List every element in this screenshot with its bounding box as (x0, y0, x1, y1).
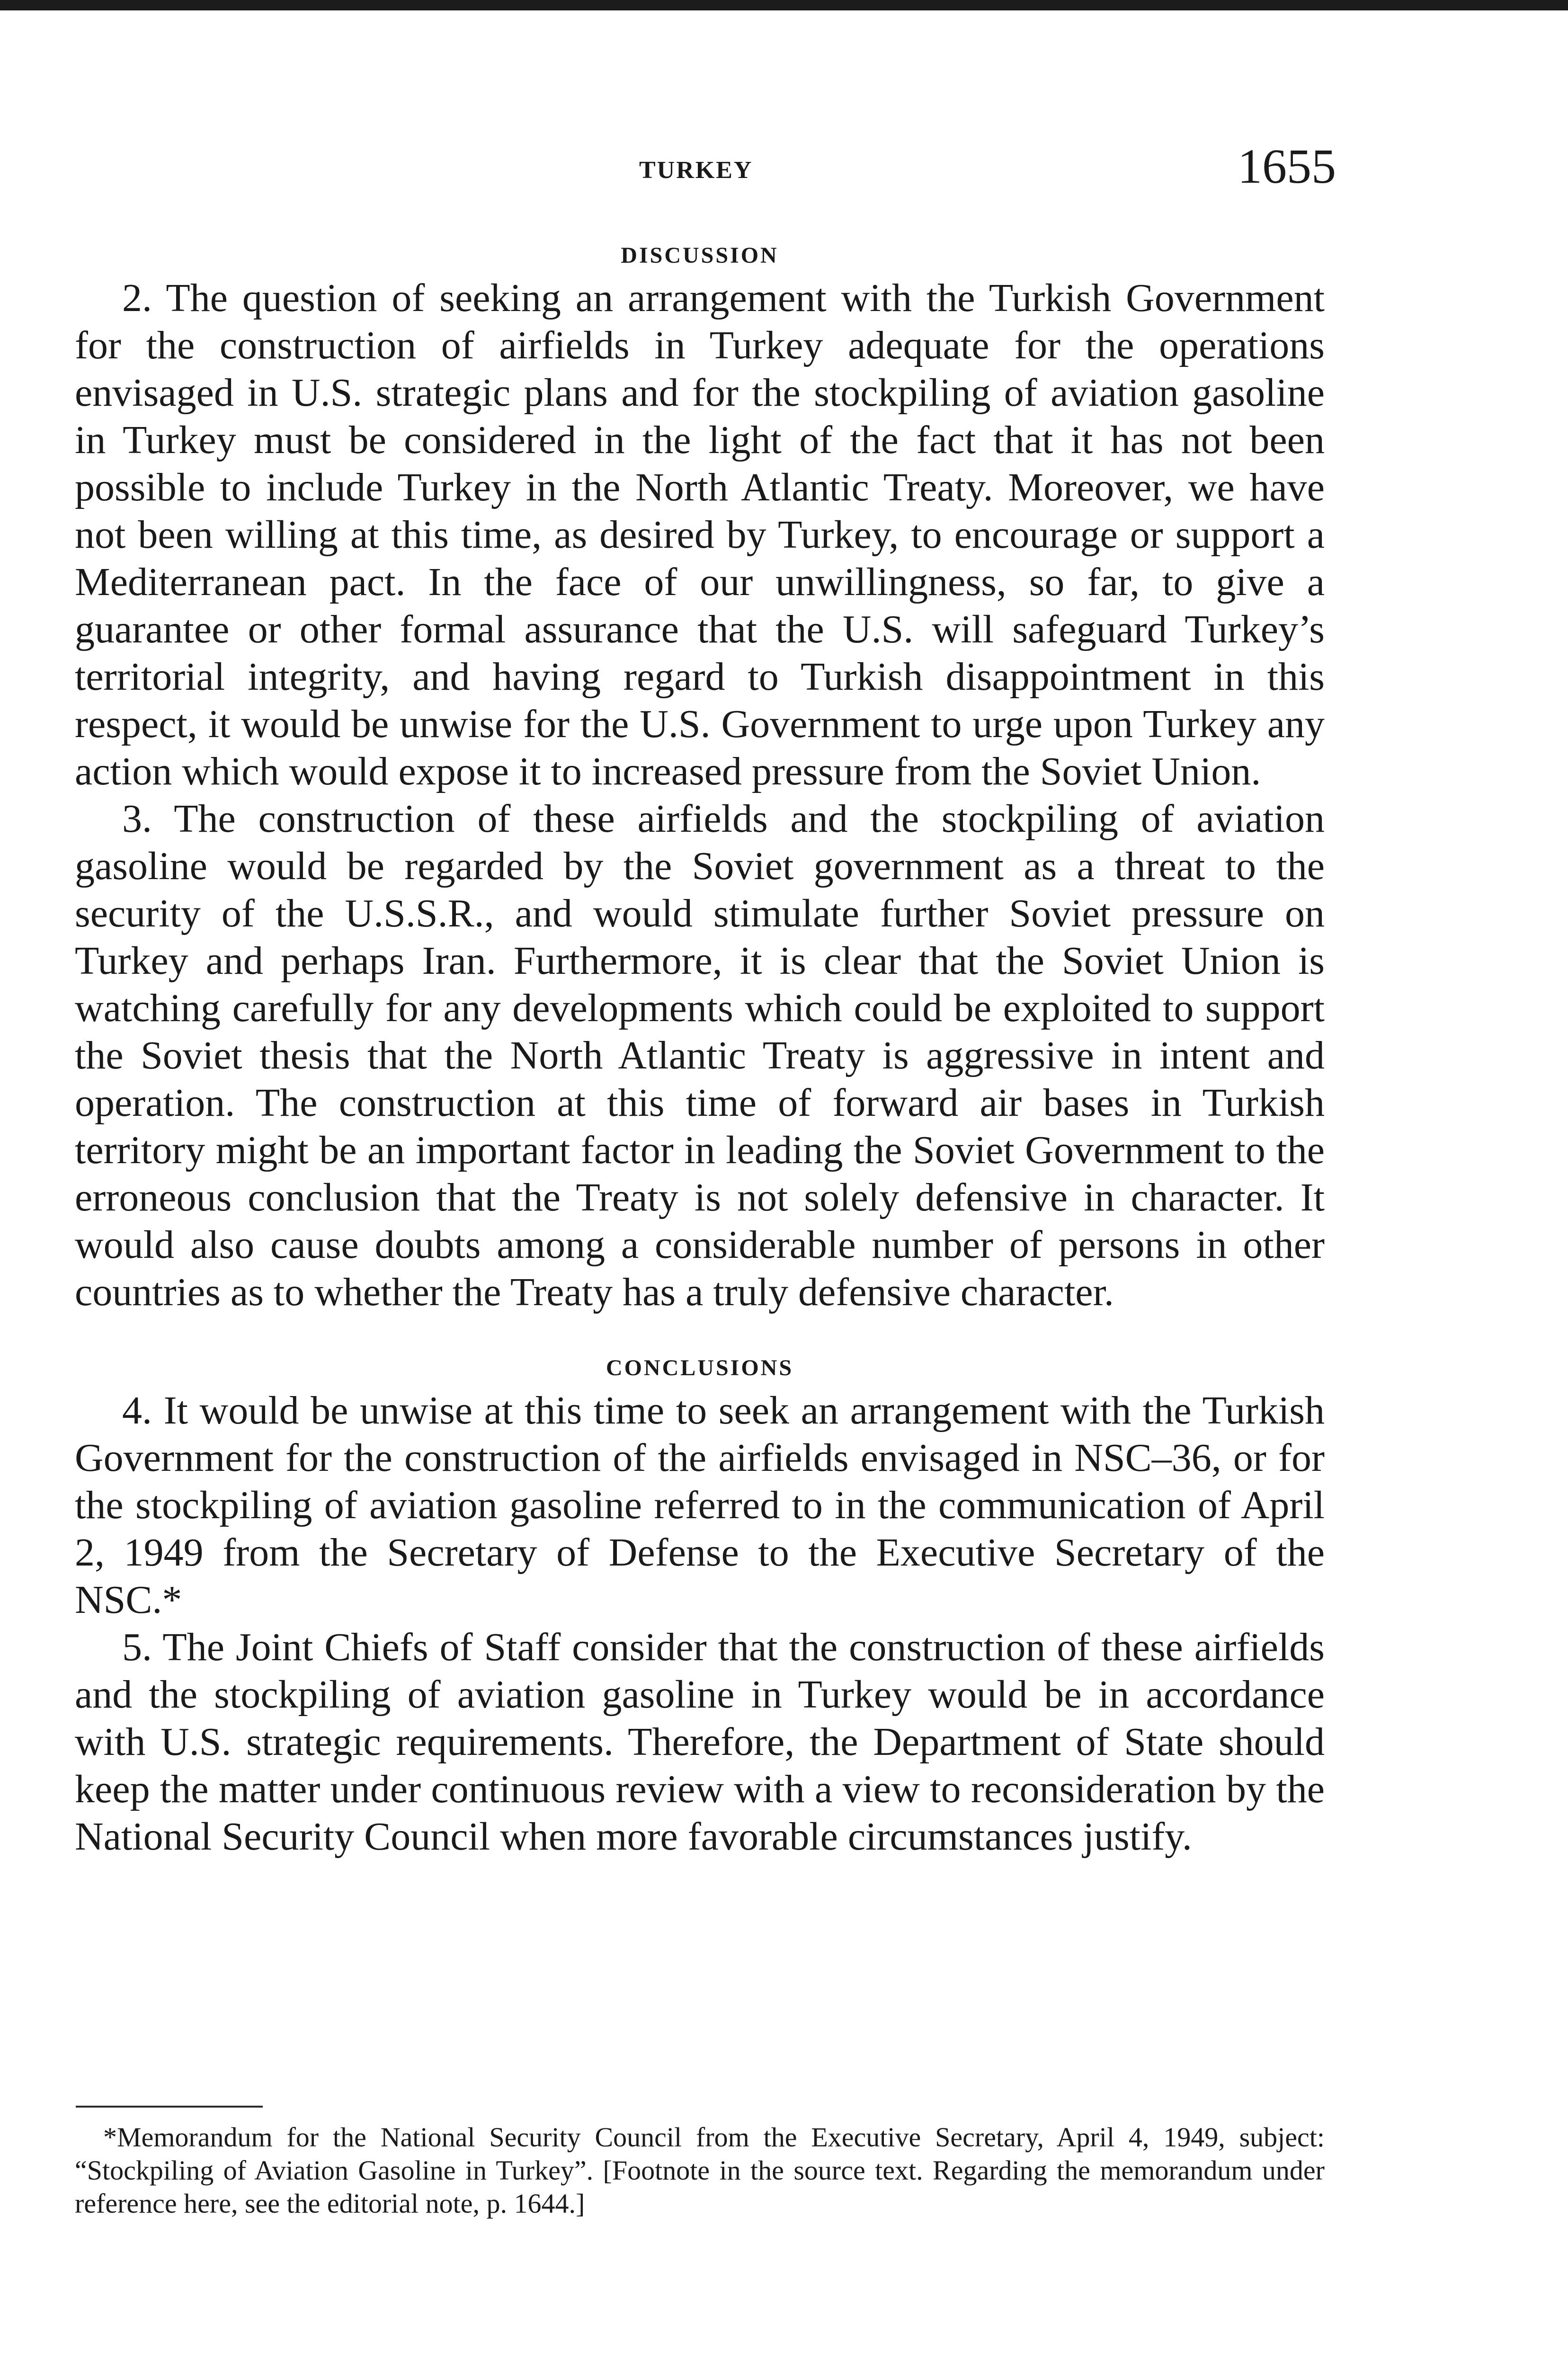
page-number: 1655 (1238, 139, 1336, 194)
footnote-divider (76, 2106, 263, 2108)
discussion-heading: DISCUSSION (621, 243, 779, 268)
running-title: TURKEY (639, 157, 753, 184)
footnote: *Memorandum for the National Security Council from the Executive Secretary, April 4, 1949, subject: “Stockpiling of Aviation Gasoline in Turkey”. [Footnote in the source text. Regarding the memorandum under reference here, see the editorial note, p. 1644.] (75, 2122, 1325, 2219)
paragraph-4: 4. It would be unwise at this time to seek an arrangement with the Turkish Government for the construction of the airfields envisaged in NSC–36, or for the stockpiling of aviation gasoline referred to in the communication of April 2, 1949 from the Secretary of Defense to the Executive Secretary of the NSC.* (75, 1388, 1325, 1622)
body-text (75, 237, 1325, 1860)
paragraph-5: 5. The Joint Chiefs of Staff consider that the construction of these airfields and the stockpiling of aviation gasoline in Turkey would be in accordance with U.S. strategic requirements. Therefore, the Department of State should keep the matter under continuous review with a view to reconsideration by the National Security Council when more favorable circumstances justify. (75, 1625, 1325, 1859)
running-head (0, 139, 1568, 199)
section-gap (75, 1316, 1325, 1349)
top-border-rule (0, 0, 1568, 10)
paragraph-2: 2. The question of seeking an arrangement with the Turkish Government for the construction of airfields in Turkey adequate for the operations envisaged in U.S. strategic plans and for the stockpiling of aviation gasoline in Turkey must be considered in the light of the fact that it has not been possible to include Turkey in the North Atlantic Treaty. Moreover, we have not been willing at this time, as desired by Turkey, to encourage or support a Mediterranean pact. In the face of our unwillingness, so far, to give a guarantee or other formal assurance that the U.S. will safeguard Turkey’s territorial integrity, and having regard to Turkish disappointment in this respect, it would be unwise for the U.S. Government to urge upon Turkey any action which would expose it to increased pressure from the Soviet Union. (75, 276, 1325, 793)
paragraph-3: 3. The construction of these airfields and the stockpiling of aviation gasoline would be regarded by the Soviet government as a threat to the security of the U.S.S.R., and would stimulate further Soviet pressure on Turkey and perhaps Iran. Furthermore, it is clear that the Soviet Union is watching carefully for any developments which could be exploited to support the Soviet thesis that the North Atlantic Treaty is aggressive in intent and operation. The construction at this time of forward air bases in Turkish territory might be an important factor in leading the Soviet Government to the erroneous conclusion that the Treaty is not solely defensive in character. It would also cause doubts among a considerable number of persons in other countries as to whether the Treaty has a truly defensive character. (75, 797, 1325, 1314)
conclusions-heading: CONCLUSIONS (606, 1355, 794, 1380)
